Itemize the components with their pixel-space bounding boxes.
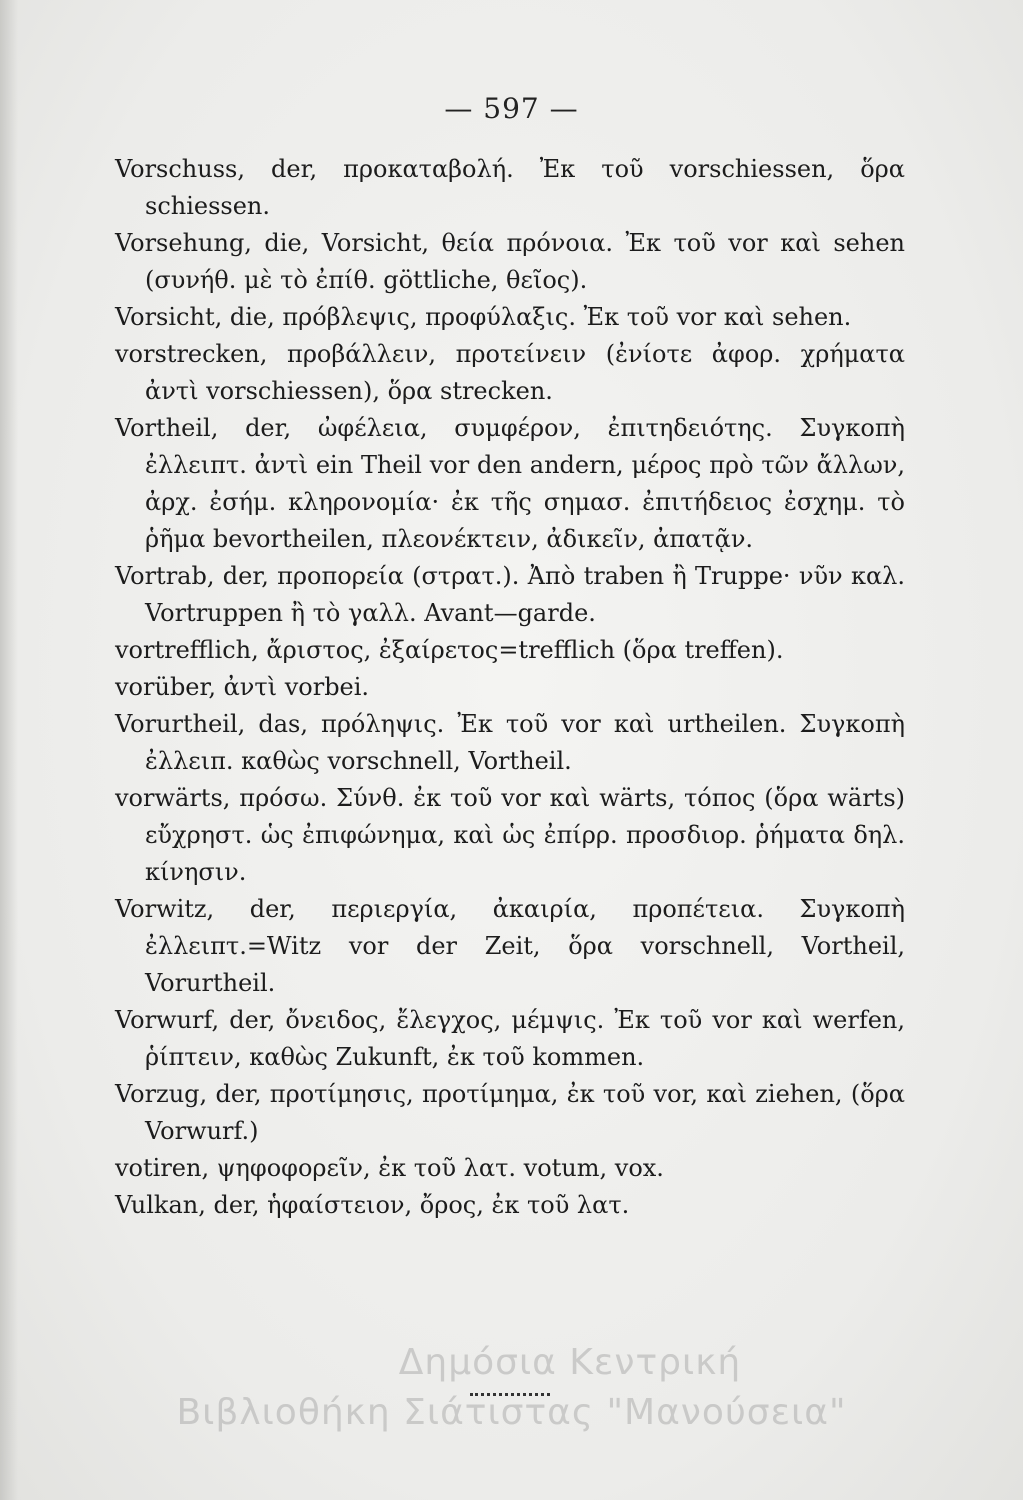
dictionary-entry: Vorwurf, der, ὄνειδος, ἔλεγχος, μέμψις. Ἐκ τοῦ vor καὶ werfen, ῥίπτειν, καθὼς Zukunft, ἐκ τοῦ kommen. bbox=[115, 1006, 905, 1071]
page-edge-shadow bbox=[0, 0, 18, 1500]
dictionary-entry: vorwärts, πρόσω. Σύνθ. ἐκ τοῦ vor καὶ wärts, τόπος (ὅρα wärts) εὔχρηστ. ὡς ἐπιφώνημα, καὶ ὡς ἐπίρρ. προσδιορ. ῥήματα δηλ. κίνησιν. bbox=[115, 784, 905, 886]
dictionary-entry: Vorsehung, die, Vorsicht, θεία πρόνοια. Ἐκ τοῦ vor καὶ sehen (συνήθ. μὲ τὸ ἐπίθ. göttliche, θεῖος). bbox=[115, 229, 905, 294]
library-watermark-line-1: Δημόσια Κεντρική bbox=[398, 1342, 742, 1383]
dictionary-entries bbox=[115, 151, 905, 1224]
dictionary-entry: vortrefflich, ἄριστος, ἐξαίρετος=trefflich (ὅρα treffen). bbox=[115, 636, 784, 664]
dictionary-entry: Vorsicht, die, πρόβλεψις, προφύλαξις. Ἐκ τοῦ vor καὶ sehen. bbox=[115, 303, 852, 331]
dictionary-entry: Vulkan, der, ἡφαίστειον, ὄρος, ἐκ τοῦ λατ. bbox=[115, 1191, 630, 1219]
page-number: — 597 — bbox=[444, 92, 579, 125]
dictionary-entry: Vorzug, der, προτίμησις, προτίμημα, ἐκ τοῦ vor, καὶ ziehen, (ὅρα Vorwurf.) bbox=[115, 1080, 905, 1145]
dictionary-entry: vorstrecken, προβάλλειν, προτείνειν (ἐνίοτε ἀφορ. χρήματα ἀντὶ vorschiessen), ὅρα strecken. bbox=[115, 340, 905, 405]
library-watermark-line-2: Βιβλιοθήκη Σιάτιστας "Μανούσεια" bbox=[176, 1392, 847, 1433]
dictionary-entry: Vorschuss, der, προκαταβολή. Ἐκ τοῦ vorschiessen, ὅρα schiessen. bbox=[115, 155, 905, 220]
dictionary-entry: Vorurtheil, das, πρόληψις. Ἐκ τοῦ vor καὶ urtheilen. Συγκοπὴ ἐλλειπ. καθὼς vorschnell, Vortheil. bbox=[115, 710, 905, 775]
dictionary-entry: vorüber, ἀντὶ vorbei. bbox=[115, 673, 370, 701]
dictionary-entry: votiren, ψηφοφορεῖν, ἐκ τοῦ λατ. votum, vox. bbox=[115, 1154, 664, 1182]
dictionary-entry: Vorwitz, der, περιεργία, ἀκαιρία, προπέτεια. Συγκοπὴ ἐλλειπτ.=Witz vor der Zeit, ὅρα vorschnell, Vortheil, Vorurtheil. bbox=[115, 895, 905, 997]
dictionary-entry: Vortrab, der, προπορεία (στρατ.). Ἀπὸ traben ἢ Truppe· νῦν καλ. Vortruppen ἢ τὸ γαλλ. Avant—garde. bbox=[115, 562, 905, 627]
dictionary-entry: Vortheil, der, ὠφέλεια, συμφέρον, ἐπιτηδειότης. Συγκοπὴ ἐλλειπτ. ἀντὶ ein Theil vor den andern, μέρος πρὸ τῶν ἄλλων, ἀρχ. ἐσήμ. κληρονομία· ἐκ τῆς σημασ. ἐπιτήδειος ἐσχημ. τὸ ῥῆμα bevortheilen, πλεονέκτειν, ἀδικεῖν, ἀπατᾷν. bbox=[115, 414, 905, 553]
